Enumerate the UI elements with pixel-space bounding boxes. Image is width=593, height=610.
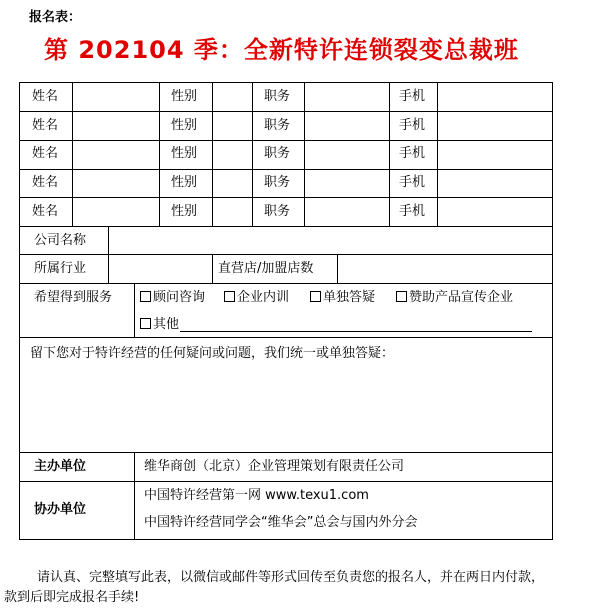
gender-label: 性别 bbox=[171, 146, 198, 161]
col-divider bbox=[389, 83, 390, 226]
service-option-training[interactable] bbox=[224, 290, 289, 306]
mobile-label: 手机 bbox=[399, 118, 426, 133]
checkbox-icon[interactable] bbox=[140, 291, 151, 302]
gender-label: 性别 bbox=[171, 89, 198, 104]
mobile-label: 手机 bbox=[399, 89, 426, 104]
footer-line2: 款到后即完成报名手续! bbox=[4, 590, 140, 605]
gender-input[interactable] bbox=[213, 83, 252, 111]
row-divider bbox=[20, 169, 552, 170]
checkbox-icon[interactable] bbox=[224, 291, 235, 302]
row-divider bbox=[20, 452, 552, 453]
position-label: 职务 bbox=[264, 204, 291, 219]
col-divider bbox=[252, 83, 253, 226]
store-count-label: 直营店/加盟店数 bbox=[218, 261, 314, 276]
footer-line1: 请认真、完整填写此表，以微信或邮件等形式回传至负责您的报名人，并在两日内付款， bbox=[37, 570, 545, 585]
co-organizer-line1: 中国特许经营第一网 www.texu1.com bbox=[144, 488, 369, 503]
mobile-label: 手机 bbox=[399, 204, 426, 219]
gender-label: 性别 bbox=[171, 175, 198, 190]
name-label: 姓名 bbox=[32, 146, 59, 161]
position-label: 职务 bbox=[264, 89, 291, 104]
questions-prompt: 留下您对于特许经营的任何疑问或问题，我们统一或单独答疑： bbox=[30, 346, 395, 361]
checkbox-icon[interactable] bbox=[396, 291, 407, 302]
service-option-other[interactable] bbox=[140, 317, 179, 333]
option-label: 顾问咨询 bbox=[153, 290, 206, 305]
checkbox-icon[interactable] bbox=[140, 318, 151, 329]
company-name-label: 公司名称 bbox=[34, 233, 87, 248]
checkbox-icon[interactable] bbox=[310, 291, 321, 302]
name-input[interactable] bbox=[73, 83, 159, 111]
option-label: 单独答疑 bbox=[323, 290, 376, 305]
option-label: 企业内训 bbox=[237, 290, 290, 305]
gender-label: 性别 bbox=[171, 204, 198, 219]
service-option-consulting[interactable] bbox=[140, 290, 205, 306]
col-divider bbox=[212, 254, 213, 283]
page-title: 第 202104 季：全新特许连锁裂变总裁班 bbox=[44, 36, 519, 64]
mobile-input[interactable] bbox=[438, 83, 552, 111]
services-label: 希望得到服务 bbox=[34, 290, 113, 305]
name-label: 姓名 bbox=[32, 204, 59, 219]
mobile-label: 手机 bbox=[399, 175, 426, 190]
co-organizer-line2: 中国特许经营同学会“维华会”总会与国内外分会 bbox=[144, 515, 418, 530]
col-divider bbox=[134, 283, 135, 337]
gender-label: 性别 bbox=[171, 118, 198, 133]
name-label: 姓名 bbox=[32, 175, 59, 190]
row-divider bbox=[20, 283, 552, 284]
name-label: 姓名 bbox=[32, 118, 59, 133]
row-divider bbox=[20, 140, 552, 141]
industry-input[interactable] bbox=[109, 255, 212, 283]
position-label: 职务 bbox=[264, 118, 291, 133]
row-divider bbox=[20, 197, 552, 198]
service-option-qa[interactable] bbox=[310, 290, 375, 306]
store-count-input[interactable] bbox=[338, 255, 552, 283]
organizer-label: 主办单位 bbox=[34, 459, 87, 474]
form-small-title: 报名表： bbox=[29, 10, 82, 25]
organizer-value: 维华商创（北京）企业管理策划有限责任公司 bbox=[144, 459, 405, 474]
row-divider bbox=[20, 111, 552, 112]
row-divider bbox=[20, 337, 552, 338]
co-organizer-label: 协办单位 bbox=[34, 502, 87, 517]
registration-form bbox=[19, 82, 553, 540]
position-label: 职务 bbox=[264, 175, 291, 190]
questions-textarea[interactable] bbox=[20, 365, 552, 451]
col-divider bbox=[159, 83, 160, 226]
mobile-label: 手机 bbox=[399, 146, 426, 161]
position-label: 职务 bbox=[264, 146, 291, 161]
company-name-input[interactable] bbox=[109, 227, 552, 254]
name-label: 姓名 bbox=[32, 89, 59, 104]
col-divider bbox=[134, 452, 135, 540]
service-option-sponsor[interactable] bbox=[396, 290, 513, 306]
option-label: 其他 bbox=[153, 317, 180, 332]
position-input[interactable] bbox=[305, 83, 389, 111]
other-underline[interactable] bbox=[180, 331, 532, 332]
option-label: 赞助产品宣传企业 bbox=[409, 290, 514, 305]
industry-label: 所属行业 bbox=[34, 261, 87, 276]
row-divider bbox=[20, 481, 552, 482]
